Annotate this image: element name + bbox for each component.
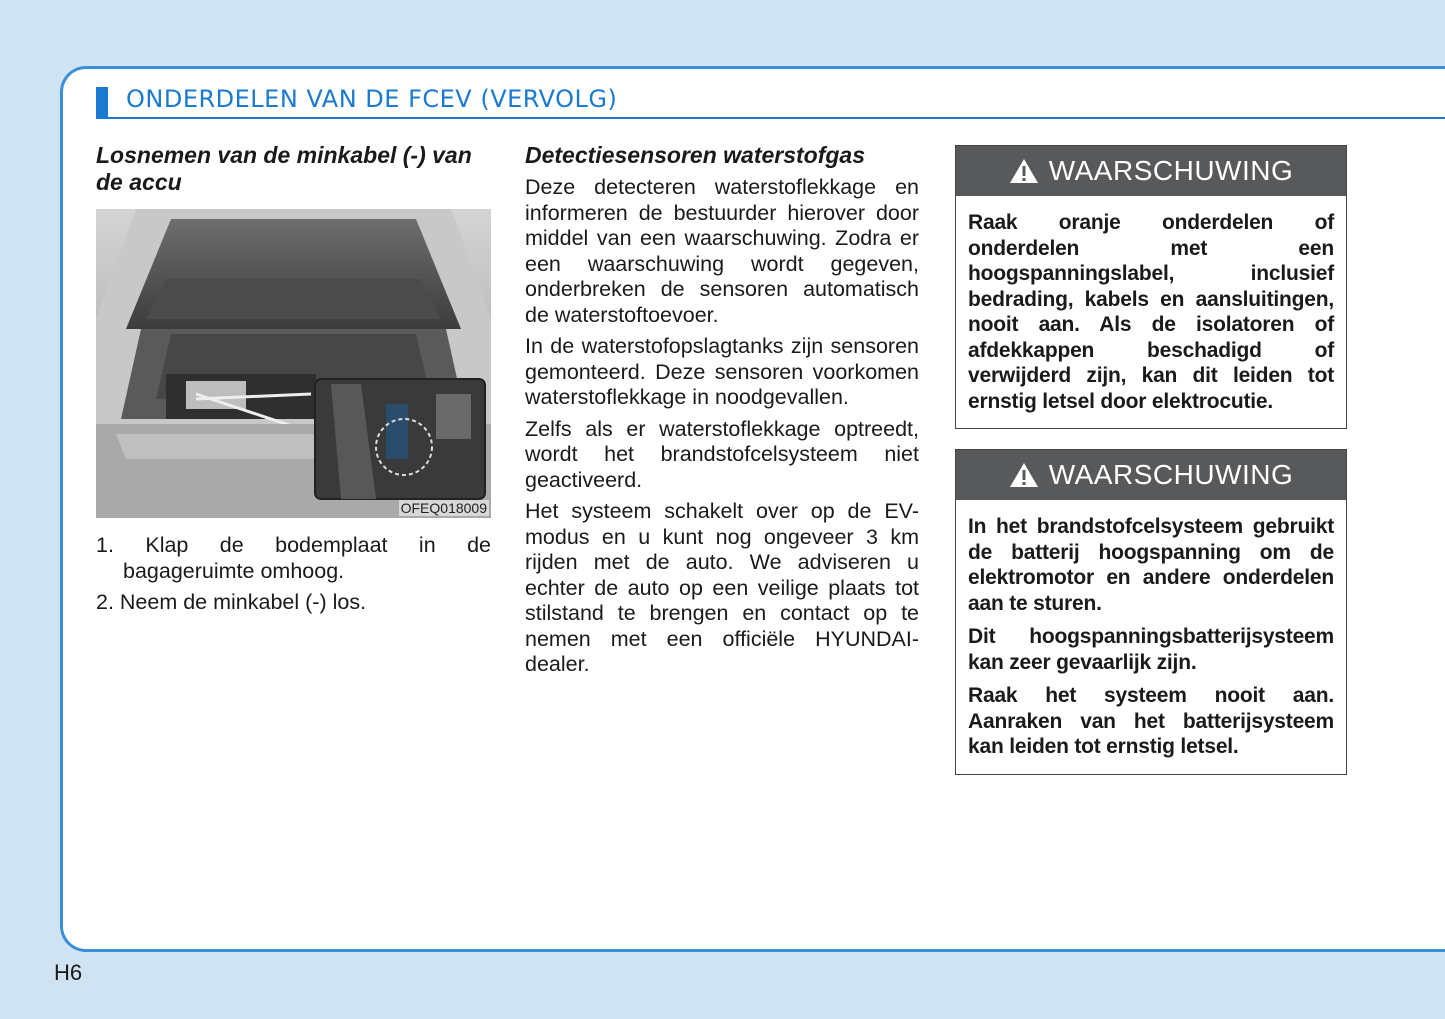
- warning-triangle-icon: [1009, 158, 1039, 184]
- warning-body: [956, 500, 1346, 774]
- paragraph: Het systeem schakelt over op de EV-modus en u kunt nog ongeveer 3 km rijden met de auto. We adviseren u echter de auto op een veilige plaats tot stilstand te brengen en contact op te nemen met een officiële HYUNDAI-dealer.: [525, 499, 919, 676]
- list-item: 2. Neem de minkabel (-) los.: [96, 590, 367, 614]
- warning-text: Dit hoogspanningsbatterijsysteem kan zeer gevaarlijk zijn.: [968, 625, 1334, 674]
- trunk-figure: [96, 209, 491, 518]
- warning-header: [956, 450, 1346, 500]
- section-title: ONDERDELEN VAN DE FCEV (VERVOLG): [126, 85, 618, 113]
- paragraph: Zelfs als er waterstoflekkage optreedt, wordt het brandstofcelsysteem niet geactiveerd.: [525, 416, 919, 492]
- warning-text: In het brandstofcelsysteem gebruikt de batterij hoogspanning om de elektromotor en andere onderdelen aan te sturen.: [968, 515, 1334, 615]
- warning-text: Raak oranje onderdelen of onderdelen met een hoogspanningslabel, inclusief bedrading, kabels en aansluitingen, nooit aan. Als de isolatoren of afdekkappen beschadigd of verwijderd zijn, kan dit leiden tot ernstig letsel door elektrocutie.: [968, 211, 1334, 413]
- warning-box: [955, 449, 1347, 775]
- warning-title: WAARSCHUWING: [1048, 155, 1294, 186]
- list-item: 1. Klap de bodemplaat in de bagageruimte omhoog.: [96, 533, 491, 583]
- warning-header: [956, 146, 1346, 196]
- warning-title: WAARSCHUWING: [1048, 459, 1294, 490]
- steps-list: [96, 533, 491, 622]
- trunk-illustration: [96, 209, 491, 518]
- warning-body: [956, 196, 1346, 428]
- middle-heading: Detectiesensoren waterstofgas: [525, 142, 866, 168]
- left-column: [96, 142, 491, 196]
- header-underline: [96, 117, 1445, 119]
- middle-column: [525, 142, 919, 684]
- page-number: H6: [54, 960, 83, 985]
- warning-box: [955, 145, 1347, 429]
- left-heading: Losnemen van de minkabel (-) van de accu: [96, 142, 472, 195]
- header-accent-bar: [96, 87, 108, 117]
- warning-text: Raak het systeem nooit aan. Aanraken van het batterijsysteem kan leiden tot ernstig letsel.: [968, 684, 1334, 758]
- paragraph: Deze detecteren waterstoflekkage en informeren de bestuurder hierover door middel van een waarschuwing. Zodra er een waarschuwing wordt gegeven, onderbreken de sensoren automatisch de waterstoftoevoer.: [525, 175, 919, 327]
- paragraph: In de waterstofopslagtanks zijn sensoren gemonteerd. Deze sensoren voorkomen waterstoflekkage in noodgevallen.: [525, 334, 919, 409]
- warning-triangle-icon: [1009, 462, 1039, 488]
- figure-code: OFEQ018009: [400, 500, 487, 516]
